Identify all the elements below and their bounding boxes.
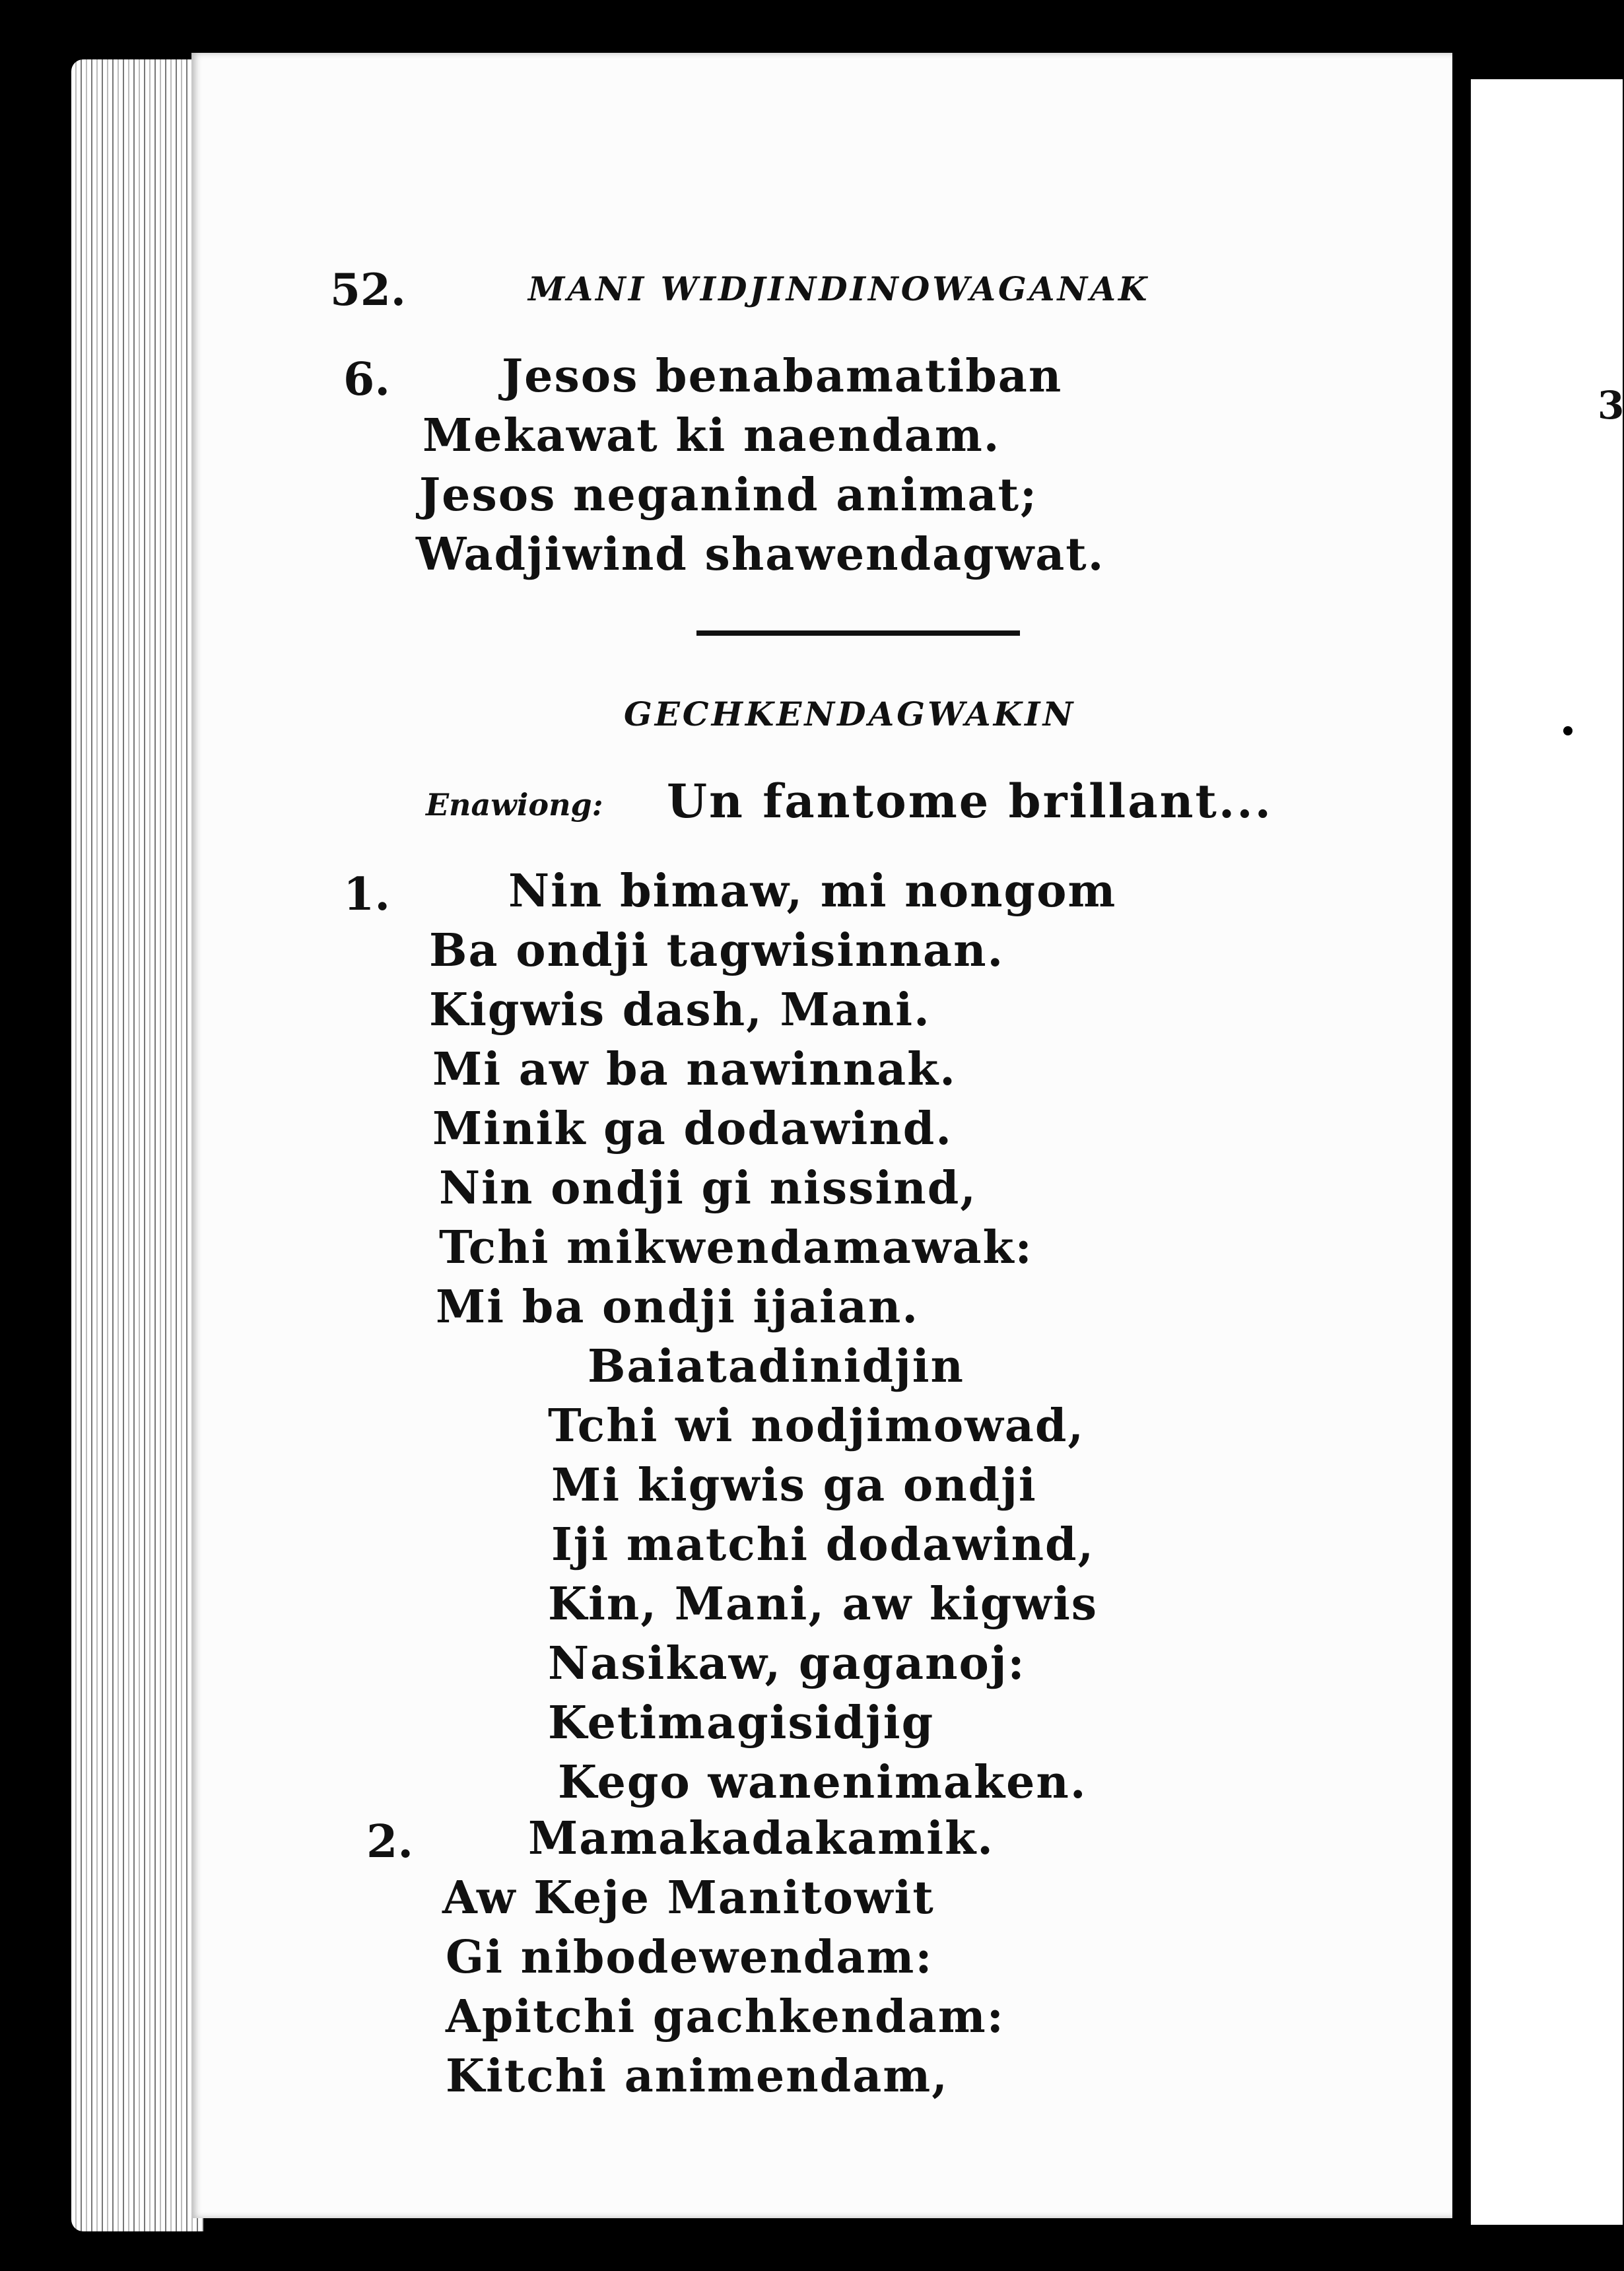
verse-line: Nasikaw, gaganoj: bbox=[548, 1637, 1026, 1690]
verse-line: Tchi mikwendamawak: bbox=[439, 1221, 1033, 1274]
verse-line: Jesos benabamatiban bbox=[502, 350, 1063, 403]
verse-line: Nin ondji gi nissind, bbox=[439, 1162, 977, 1215]
verse-line: Nin bimaw, mi nongom bbox=[508, 865, 1117, 918]
verse-line: Mekawat ki naendam. bbox=[423, 409, 1001, 462]
tune-name: Un fantome brillant... bbox=[667, 774, 1273, 829]
ink-spot bbox=[1563, 726, 1573, 735]
gutter-shadow bbox=[1456, 79, 1469, 2225]
hymn-title: GECHKENDAGWAKIN bbox=[624, 695, 1076, 733]
verse-line: Iji matchi dodawind, bbox=[551, 1518, 1095, 1571]
verse-line: Aw Keje Manitowit bbox=[442, 1872, 935, 1924]
verse-line: Apitchi gachkendam: bbox=[446, 1990, 1005, 2043]
verse-line: Minik ga dodawind. bbox=[432, 1102, 953, 1155]
verse-line: Gi nibodewendam: bbox=[446, 1931, 933, 1984]
page-header bbox=[330, 264, 1254, 317]
stanza-number: 2. bbox=[366, 1815, 413, 1868]
verse-line: Kego wanenimaken. bbox=[558, 1756, 1087, 1809]
verse-line: Ba ondji tagwisinnan. bbox=[429, 924, 1005, 977]
verse-line: Kigwis dash, Mani. bbox=[429, 984, 931, 1036]
stanza-number: 6. bbox=[343, 353, 390, 406]
verse-line: Jesos neganind animat; bbox=[419, 469, 1038, 522]
tune-label: Enawiong: bbox=[426, 787, 603, 823]
book-page-edges bbox=[71, 59, 203, 2231]
verse-line: Tchi wi nodjimowad, bbox=[548, 1400, 1085, 1452]
verse-line: Mi aw ba nawinnak. bbox=[432, 1043, 957, 1096]
verse-line: Mi ba ondji ijaian. bbox=[436, 1281, 920, 1334]
verse-line: Wadjiwind shawendagwat. bbox=[416, 528, 1105, 581]
running-title: MANI WIDJINDINOWAGANAK bbox=[528, 269, 1150, 308]
stanza-number: 1. bbox=[343, 868, 390, 921]
verse-line: Kitchi animendam, bbox=[446, 2050, 949, 2103]
verse-line: Baiatadinidjin bbox=[588, 1340, 964, 1393]
page-number: 52. bbox=[330, 264, 406, 316]
verse-line: Mi kigwis ga ondji bbox=[551, 1459, 1037, 1512]
verse-line: Ketimagisidjig bbox=[548, 1697, 935, 1749]
verse-line: Kin, Mani, aw kigwis bbox=[548, 1578, 1099, 1631]
facing-page-mark: 3 bbox=[1598, 383, 1624, 428]
section-divider bbox=[696, 630, 1020, 636]
verse-line: Mamakadakamik. bbox=[528, 1812, 994, 1865]
